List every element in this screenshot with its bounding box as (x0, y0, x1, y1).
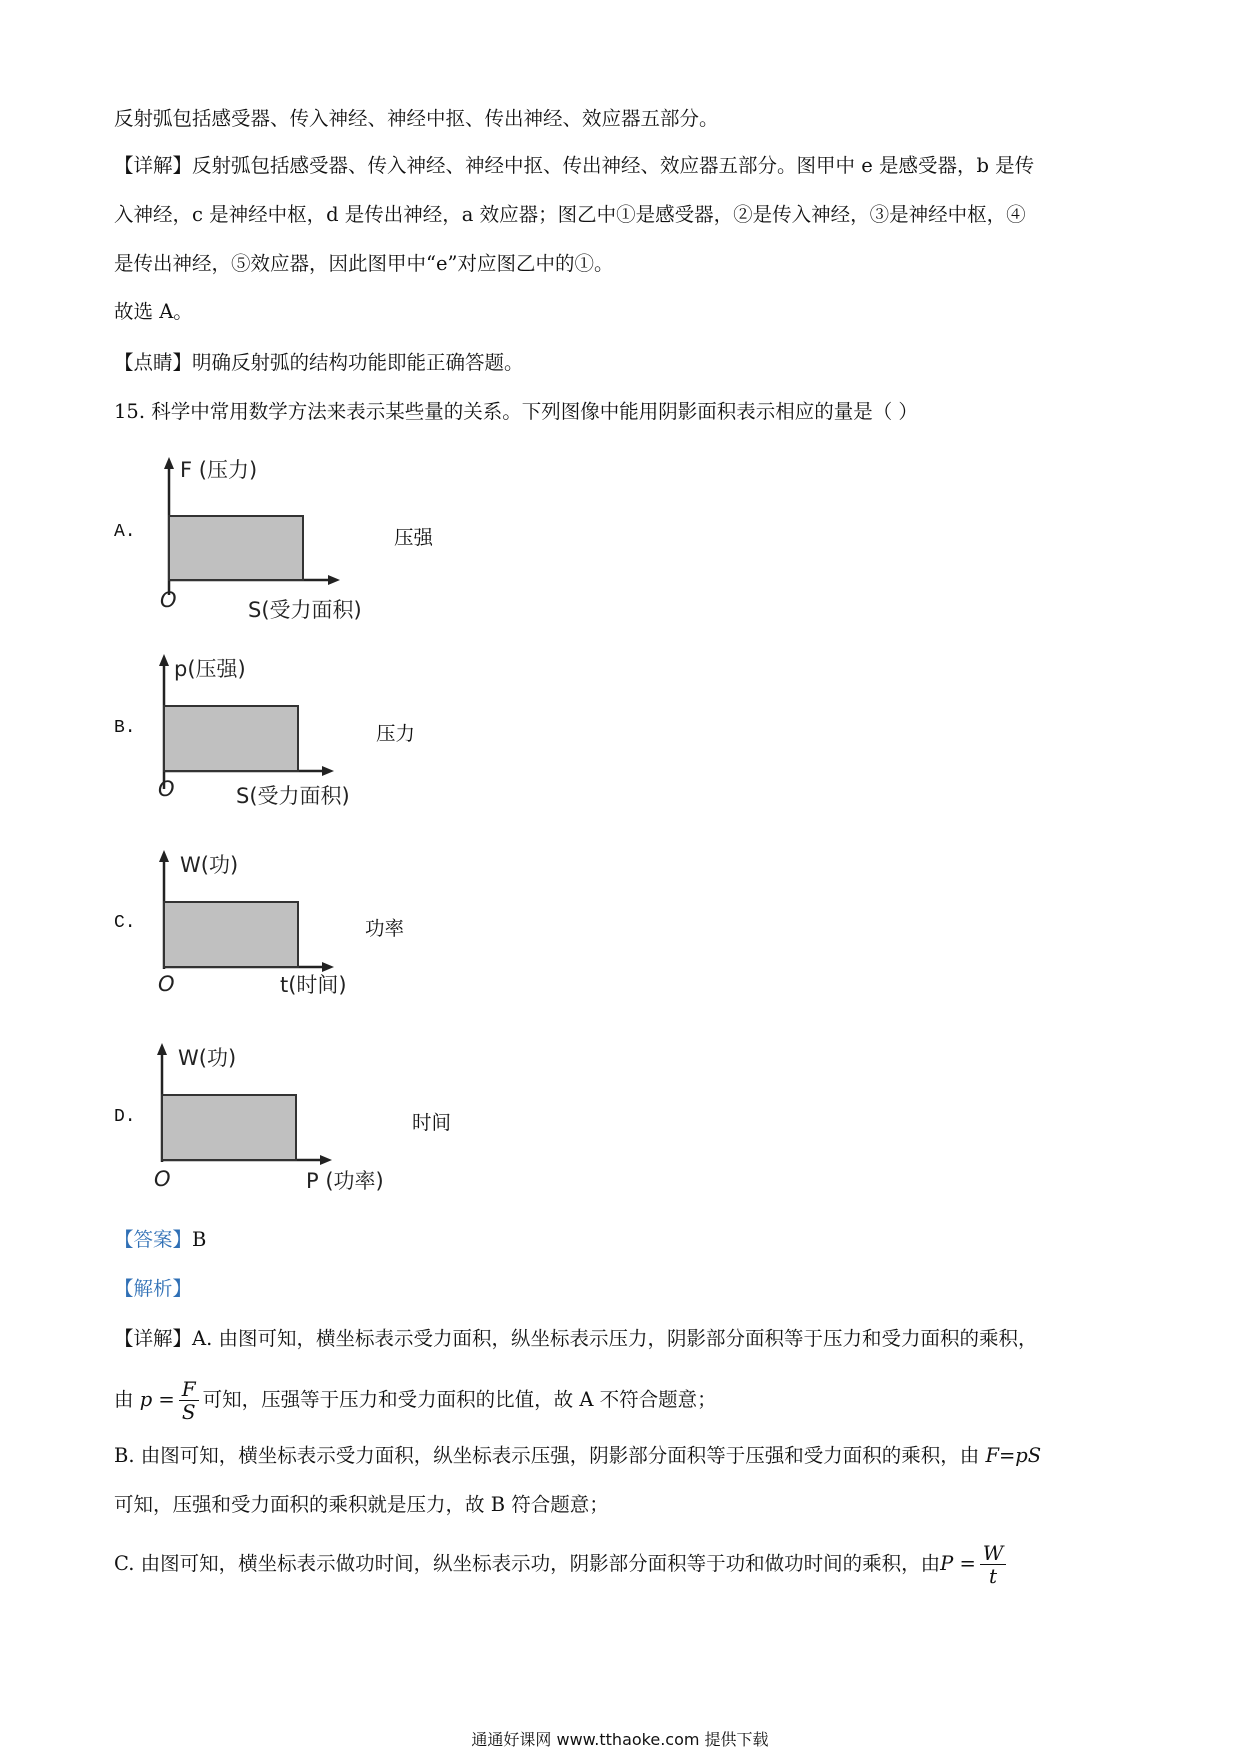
detail-paragraph-line-2: 入神经，c 是神经中枢，d 是传出神经，a 效应器；图乙中①是感受器，②是传入神经，③是神经中枢，④ (114, 203, 1026, 226)
graph-c-y-label: W(功) (180, 853, 239, 877)
formula-p-lhs-2: P = (940, 1552, 976, 1575)
detail-b-line-2: 可知，压强和受力面积的乘积就是压力，故 B 符合题意； (114, 1493, 609, 1516)
footer-watermark: 通通好课网 www.tthaoke.com 提供下载 (471, 1730, 769, 1749)
graph-a (150, 455, 410, 625)
detail-a-line-1: 【详解】A. 由图可知，横坐标表示受力面积，纵坐标表示压力，阴影部分面积等于压力和受力面积的乘积， (114, 1327, 1038, 1350)
graph-b-origin: O (158, 777, 175, 801)
option-c-letter: C. (114, 913, 136, 933)
graph-d-x-label: P (功率) (306, 1169, 384, 1193)
formula-f-over-s: $\frac{F}{S}$ (179, 1378, 199, 1423)
graph-c-origin: O (158, 972, 175, 996)
detail-tag-2: 【详解】 (114, 1327, 193, 1350)
graph-a-x-label: S(受力面积) (248, 598, 362, 622)
detail-tag: 【详解】 (114, 154, 193, 177)
analysis-line (114, 1274, 192, 1304)
detail-paragraph-line-1: 【详解】反射弧包括感受器、传入神经、神经中抠、传出神经、效应器五部分。图甲中 e 是感受器，b 是传 (114, 154, 1035, 177)
option-a-letter: A. (114, 522, 136, 542)
formula-f-eq-ps: F=pS (985, 1444, 1042, 1467)
option-c-text: 功率 (365, 917, 405, 940)
formula-p-lhs: p = (139, 1388, 175, 1411)
question-15: 15. 科学中常用数学方法来表示某些量的关系。下列图像中能用阴影面积表示相应的量是（ ） (114, 400, 918, 423)
text-line-1: 反射弧包括感受器、传入神经、神经中抠、传出神经、效应器五部分。 (114, 107, 719, 130)
detail-b-line-1: B. 由图可知，横坐标表示受力面积，纵坐标表示压强，阴影部分面积等于压强和受力面积的乘积，由 F=pS (114, 1444, 1042, 1467)
comment-line: 【点睛】明确反射弧的结构功能即能正确答题。 (114, 351, 524, 374)
detail-a-line-2: 由 p = $\frac{F}{S}$ 可知，压强等于压力和受力面积的比值，故 A 不符合题意； (114, 1377, 717, 1424)
formula-w-over-t: $\frac{W}{t}$ (980, 1542, 1007, 1587)
detail-c-line-1: C. 由图可知，横坐标表示做功时间，纵坐标表示功，阴影部分面积等于功和做功时间的乘积，由P = $\frac{W}{t}$ (114, 1542, 1010, 1587)
option-b-text: 压力 (376, 722, 416, 745)
option-a-text: 压强 (394, 526, 434, 549)
graph-b-x-label: S(受力面积) (236, 784, 350, 808)
answer-line (114, 1225, 206, 1255)
option-b-letter: B. (114, 718, 136, 738)
option-d-text: 时间 (412, 1111, 452, 1134)
answer-tag: 【答案】 (114, 1228, 193, 1251)
answer-value: B (192, 1228, 207, 1251)
analysis-tag: 【解析】 (114, 1277, 193, 1300)
option-d-letter: D. (114, 1107, 136, 1127)
graph-b-y-label: p(压强) (174, 657, 246, 681)
comment-tag: 【点睛】 (114, 351, 193, 374)
graph-a-origin: O (160, 588, 177, 612)
graph-d (142, 1040, 432, 1210)
graph-a-y-label: F (压力) (180, 458, 258, 482)
graph-c-x-label: t(时间) (280, 973, 347, 997)
detail-paragraph-line-3: 是传出神经，⑤效应器，因此图甲中“e”对应图乙中的①。 (114, 252, 614, 275)
graph-b (144, 651, 404, 821)
graph-d-y-label: W(功) (178, 1046, 237, 1070)
graph-d-origin: O (154, 1167, 171, 1191)
choice-line: 故选 A。 (114, 300, 193, 323)
